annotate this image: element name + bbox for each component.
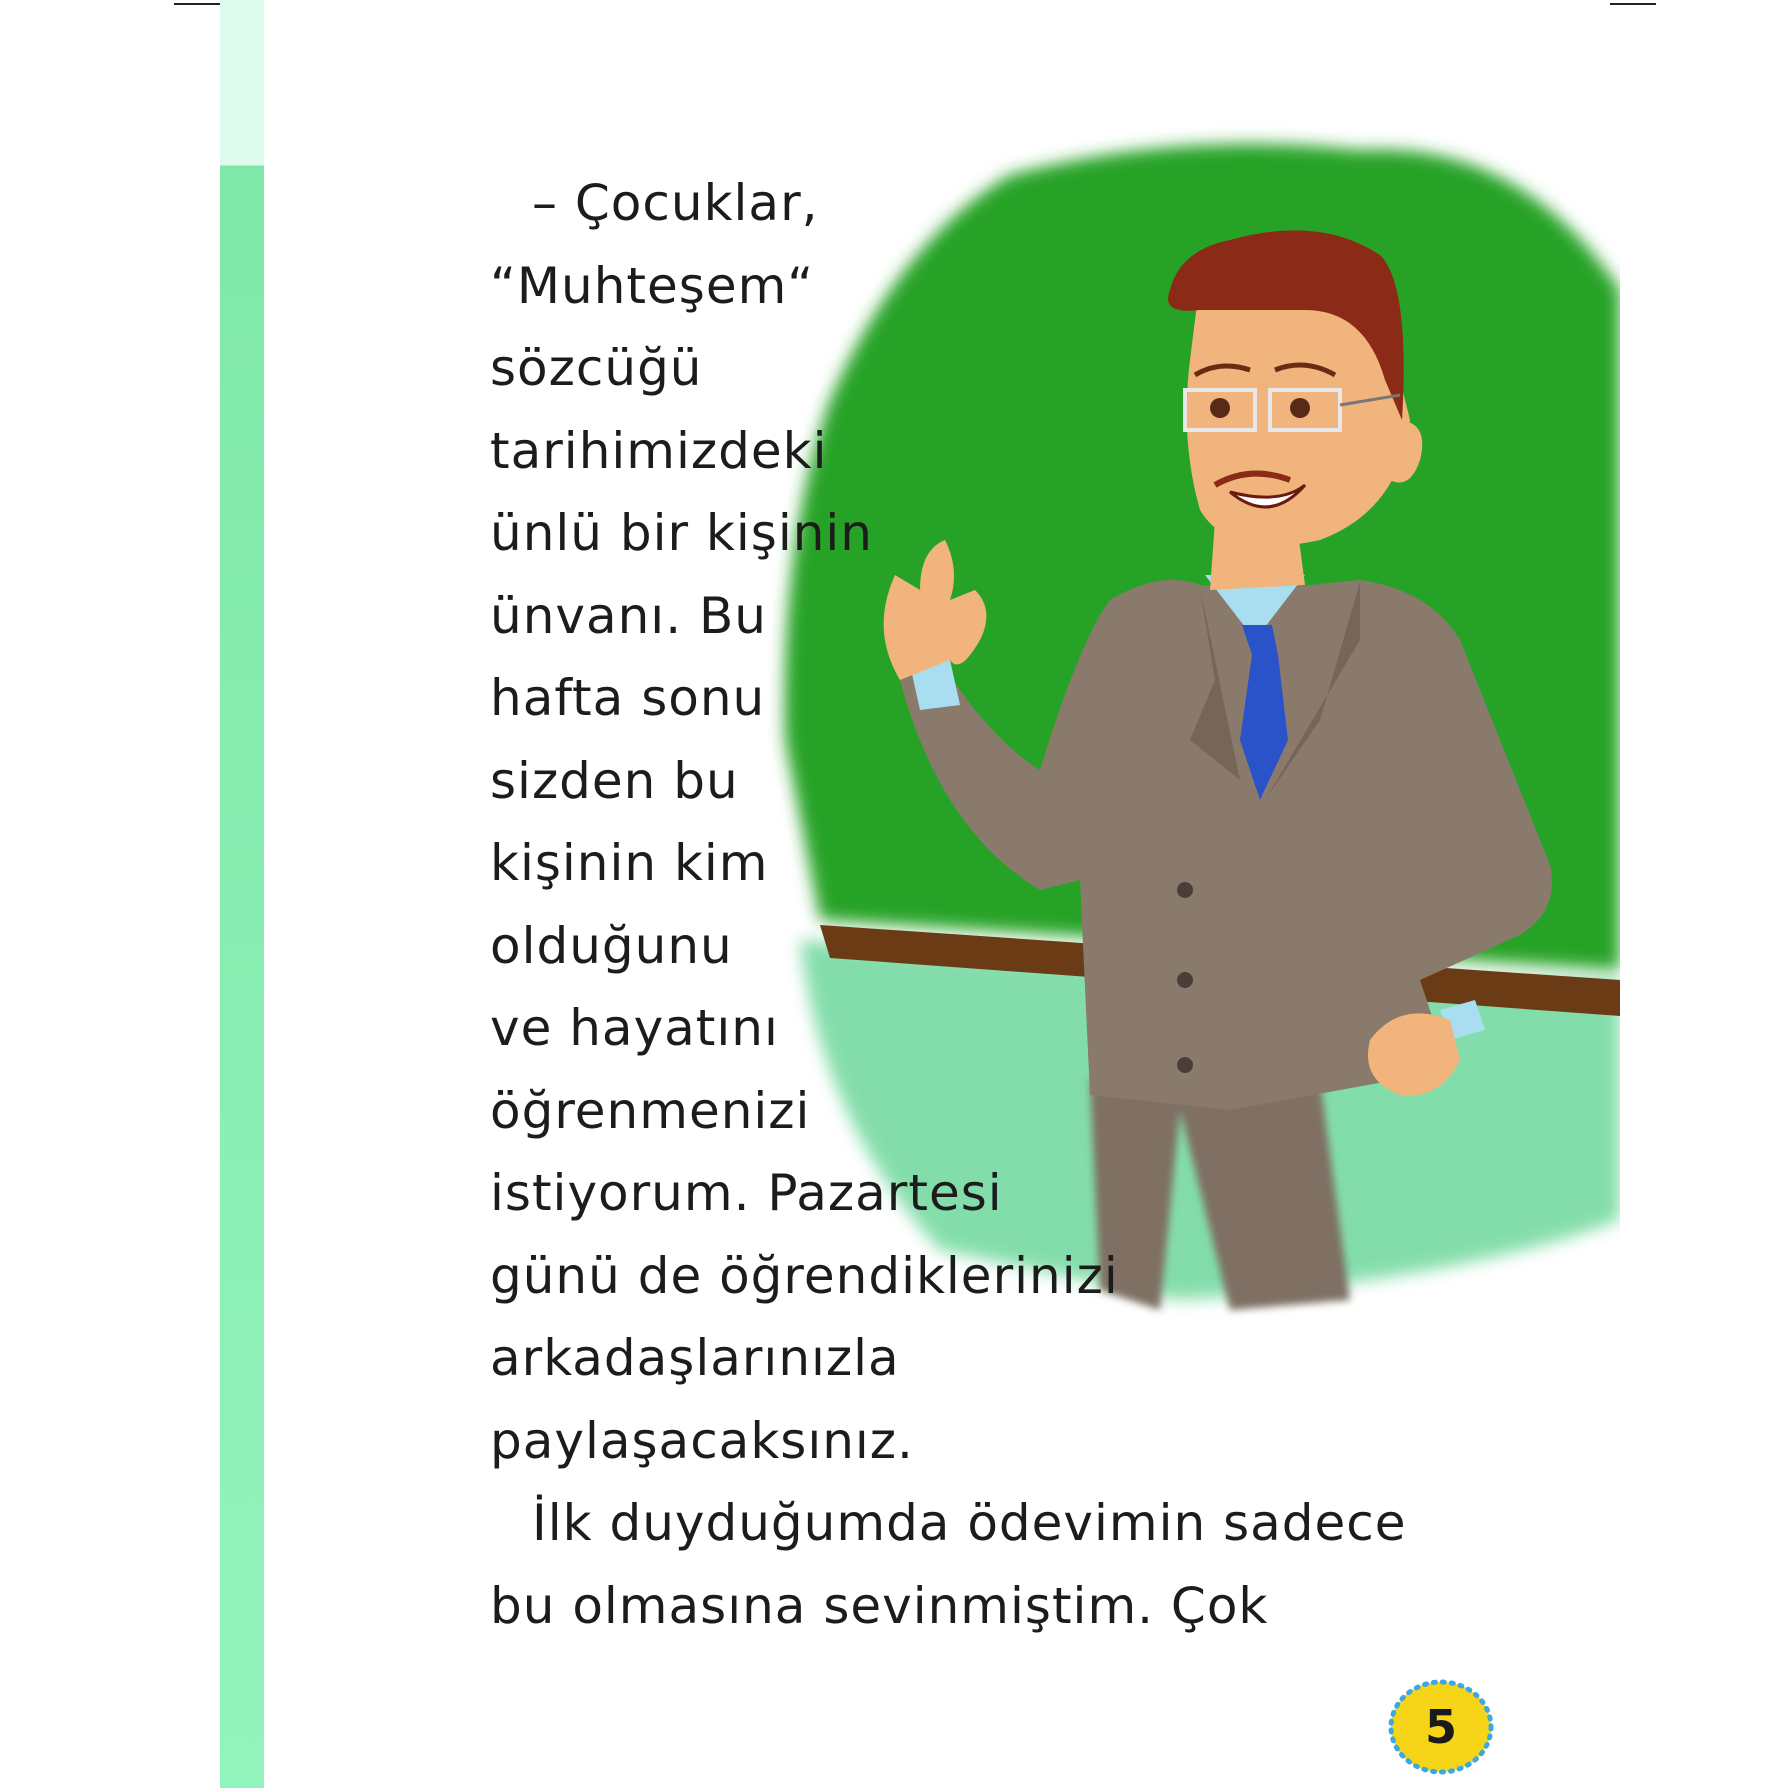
text-line: sözcüğü	[490, 339, 703, 397]
text-line: hafta sonu	[490, 669, 766, 727]
text-line: bu olmasına sevinmiştim. Çok	[490, 1576, 1269, 1635]
text-line: öğrenmenizi	[490, 1081, 811, 1140]
text-line: olduğunu	[490, 916, 733, 975]
text-line: ünlü bir kişinin	[490, 504, 873, 562]
text-line: arkadaşlarınızla	[490, 1329, 900, 1387]
text-line: kişinin kim	[490, 834, 769, 892]
text-line: tarihimizdeki	[490, 421, 828, 480]
text-line: ve hayatını	[490, 999, 779, 1057]
crop-mark-left	[174, 3, 220, 5]
side-color-strip	[220, 0, 264, 1788]
page-number: 5	[1424, 1700, 1457, 1754]
text-line: ünvanı. Bu	[490, 586, 767, 645]
crop-mark-right	[1610, 3, 1656, 5]
text-line: İlk duyduğumda ödevimin sadece	[532, 1494, 1407, 1552]
text-line: – Çocuklar,	[532, 174, 819, 232]
text-line: sizden bu	[490, 751, 739, 810]
text-line: günü de öğrendiklerinizi	[490, 1246, 1119, 1305]
text-line: istiyorum. Pazartesi	[490, 1164, 1003, 1222]
text-line: paylaşacaksınız.	[490, 1411, 914, 1470]
text-line: “Muhteşem“	[490, 256, 815, 315]
story-text	[490, 162, 1407, 1647]
